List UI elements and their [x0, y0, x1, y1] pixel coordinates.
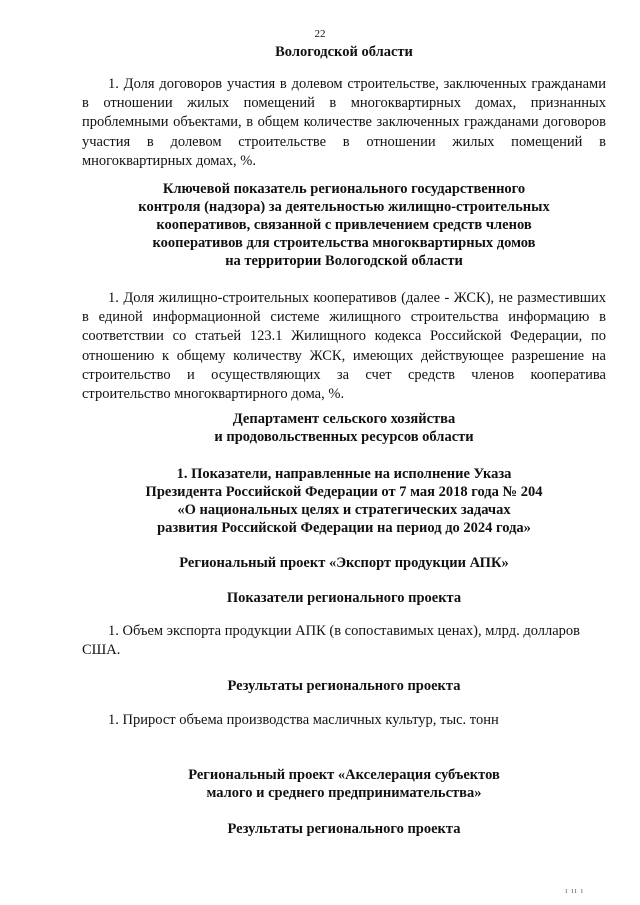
section-heading-export-project — [82, 554, 606, 572]
heading-line: Президента Российской Федерации от 7 мая 2018 года № 204 — [145, 484, 543, 500]
paragraph-oilseed — [82, 711, 606, 730]
heading-line: развития Российской Федерации на период до 2024 года» — [157, 520, 531, 536]
heading-line: Региональный проект «Экспорт продукции АПК» — [179, 555, 509, 571]
heading-line: Результаты регионального проекта — [227, 678, 461, 694]
heading-line: Вологодской области — [275, 44, 413, 60]
section-heading-key-indicator — [82, 180, 606, 270]
heading-line: Результаты регионального проекта — [227, 821, 461, 837]
heading-line: кооперативов, связанной с привлечением средств членов — [156, 217, 532, 233]
section-heading-region — [82, 43, 606, 61]
heading-line: и продовольственных ресурсов области — [214, 429, 474, 445]
paragraph-zhsk — [82, 289, 606, 404]
paragraph-text: 1. Доля договоров участия в долевом строительстве, заключенных гражданами в отношении жилых помещений в многоквартирных домах, признанных проблемными объектами, в общем количестве заключенных гражданами договоров участия в долевом строительстве в отношении жилых помещений в многоквартирных домах, %. — [82, 76, 606, 169]
heading-line: Департамент сельского хозяйства — [232, 411, 456, 427]
section-heading-department — [82, 410, 606, 446]
section-heading-project-results-2 — [82, 820, 606, 838]
heading-line: Региональный проект «Акселерация субъектов — [188, 767, 500, 783]
paragraph-text: 1. Объем экспорта продукции АПК (в сопоставимых ценах), млрд. долларов США. — [82, 623, 581, 659]
section-heading-project-indicators — [82, 589, 606, 607]
section-heading-project-results — [82, 677, 606, 695]
paragraph-text: 1. Доля жилищно-строительных кооперативов (далее - ЖСК), не разместивших в единой информационной системе жилищного строительства информацию в соответствии со статьей 123.1 Жилищного кодекса Российской Федерации, по отношению к общему количеству ЖСК, имеющих действующее разрешение на строительство и осуществляющих за счет средств членов кооператива строительство многоквартирного дома, %. — [82, 290, 606, 403]
page-number: 22 — [314, 28, 326, 40]
heading-line: кооперативов для строительства многоквартирных домов — [152, 235, 536, 251]
section-heading-acceleration-project — [82, 766, 606, 802]
section-heading-decree — [82, 465, 606, 537]
heading-line: малого и среднего предпринимательства» — [206, 785, 482, 801]
heading-line: контроля (надзора) за деятельностью жилищно-строительных — [138, 199, 550, 215]
paragraph-shared-construction — [82, 75, 606, 171]
heading-line: 1. Показатели, направленные на исполнение Указа — [176, 466, 512, 482]
heading-line: на территории Вологодской области — [225, 253, 463, 269]
heading-line: Ключевой показатель регионального государственного — [162, 181, 526, 197]
paragraph-export-volume — [82, 622, 606, 660]
heading-line: Показатели регионального проекта — [226, 590, 462, 606]
heading-line: «О национальных целях и стратегических задачах — [177, 502, 511, 518]
scan-mark: ı ıı ı — [565, 886, 584, 895]
paragraph-text: 1. Прирост объема производства масличных культур, тыс. тонн — [108, 712, 499, 728]
